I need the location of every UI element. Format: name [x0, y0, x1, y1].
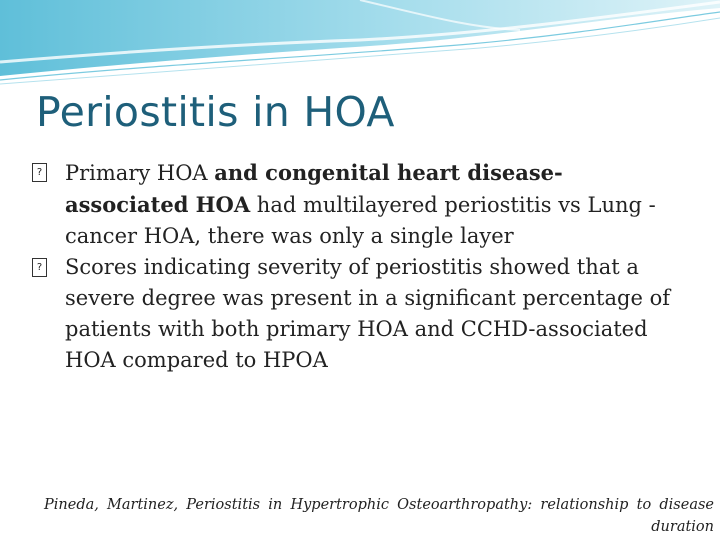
slide-title: Periostitis in HOA: [36, 88, 395, 136]
bullet-text: Scores indicating severity of periostitis showed that a severe degree was present in a significant percentage of patients with both primary HOA and CCHD-associated HOA compared to HPOA: [65, 255, 670, 372]
bullet-marker-icon: ?: [32, 258, 47, 277]
bullet-item: [32, 157, 682, 252]
bullet-item: [32, 252, 682, 376]
bullet-bold-text: and congenital heart disease-associated HOA: [65, 160, 563, 217]
bullet-text-part: Primary HOA: [65, 161, 215, 185]
citation: Pineda, Martinez, Periostitis in Hypertrophic Osteoarthropathy: relationship to disease duration: [44, 497, 714, 535]
header-wave-decoration: [0, 0, 720, 90]
bullet-list: [32, 157, 682, 376]
bullet-marker-icon: ?: [32, 163, 47, 182]
bullet-text-part: had multilayered periostitis vs Lung -cancer HOA, there was only a single layer: [65, 193, 656, 248]
